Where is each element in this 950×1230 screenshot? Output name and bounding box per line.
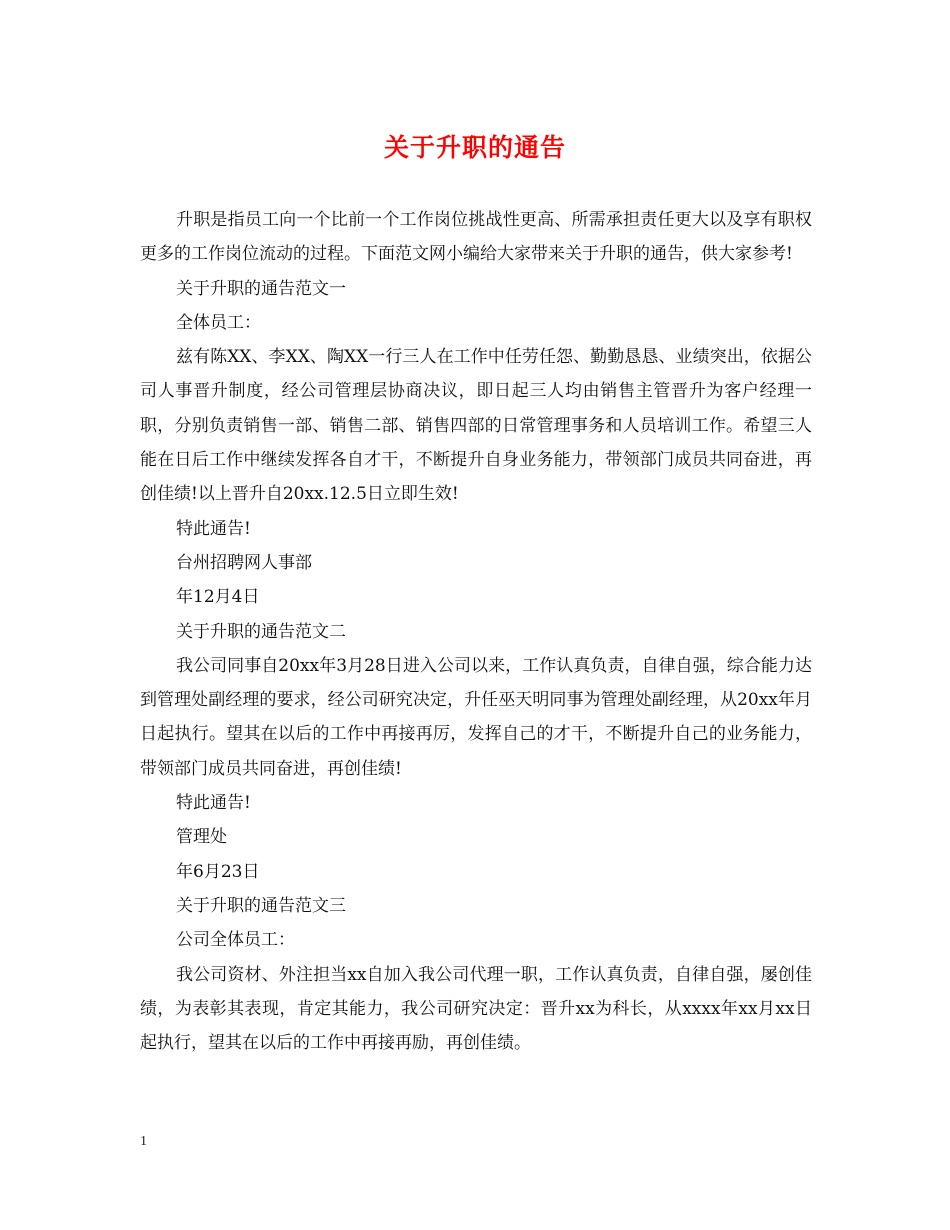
notice-body-2: 我公司同事自20xx年3月28日进入公司以来，工作认真负责，自律自强，综合能力达到管理处副经理的要求，经公司研究决定，升任巫天明同事为管理处副经理，从20xx年月日起执行。望其在以后的工作中再接再厉，发挥自己的才干，不断提升自己的业务能力，带领部门成员共同奋进，再创佳绩! — [140, 655, 812, 779]
section-heading-1: 关于升职的通告范文一 — [176, 278, 346, 299]
intro-paragraph: 升职是指员工向一个比前一个工作岗位挑战性更高、所需承担责任更大以及享有职权更多的工作岗位流动的过程。下面范文网小编给大家带来关于升职的通告，供大家参考! — [140, 210, 812, 265]
salutation-1: 全体员工： — [176, 312, 261, 333]
document-title: 关于升职的通告 — [383, 133, 566, 162]
notice-body-1: 兹有陈XX、李XX、陶XX一行三人在工作中任劳任怨、勤勤恳恳、业绩突出，依据公司人事晋升制度，经公司管理层协商决议，即日起三人均由销售主管晋升为客户经理一职，分别负责销售一部、销售二部、销售四部的日常管理事务和人员培训工作。希望三人能在日后工作中继续发挥各自才干，不断提升自身业务能力，带领部门成员共同奋进，再创佳绩!以上晋升自20xx.12.5日立即生效! — [140, 347, 812, 505]
document-body — [140, 203, 812, 1060]
signature-1: 台州招聘网人事部 — [176, 552, 312, 573]
date-1: 年12月4日 — [176, 587, 260, 608]
section-heading-3: 关于升职的通告范文三 — [176, 895, 346, 916]
closing-1: 特此通告! — [176, 518, 251, 539]
signature-2: 管理处 — [176, 827, 227, 848]
date-2: 年6月23日 — [176, 861, 260, 882]
page-number: 1 — [140, 1134, 147, 1149]
closing-2: 特此通告! — [176, 793, 251, 814]
salutation-3: 公司全体员工： — [176, 930, 295, 951]
notice-body-3: 我公司资材、外注担当xx自加入我公司代理一职，工作认真负责，自律自强，屡创佳绩，为表彰其表现，肯定其能力，我公司研究决定：晋升xx为科长，从xxxx年xx月xx日起执行，望其在以后的工作中再接再励，再创佳绩。 — [140, 964, 812, 1054]
section-heading-2: 关于升职的通告范文二 — [176, 621, 346, 642]
